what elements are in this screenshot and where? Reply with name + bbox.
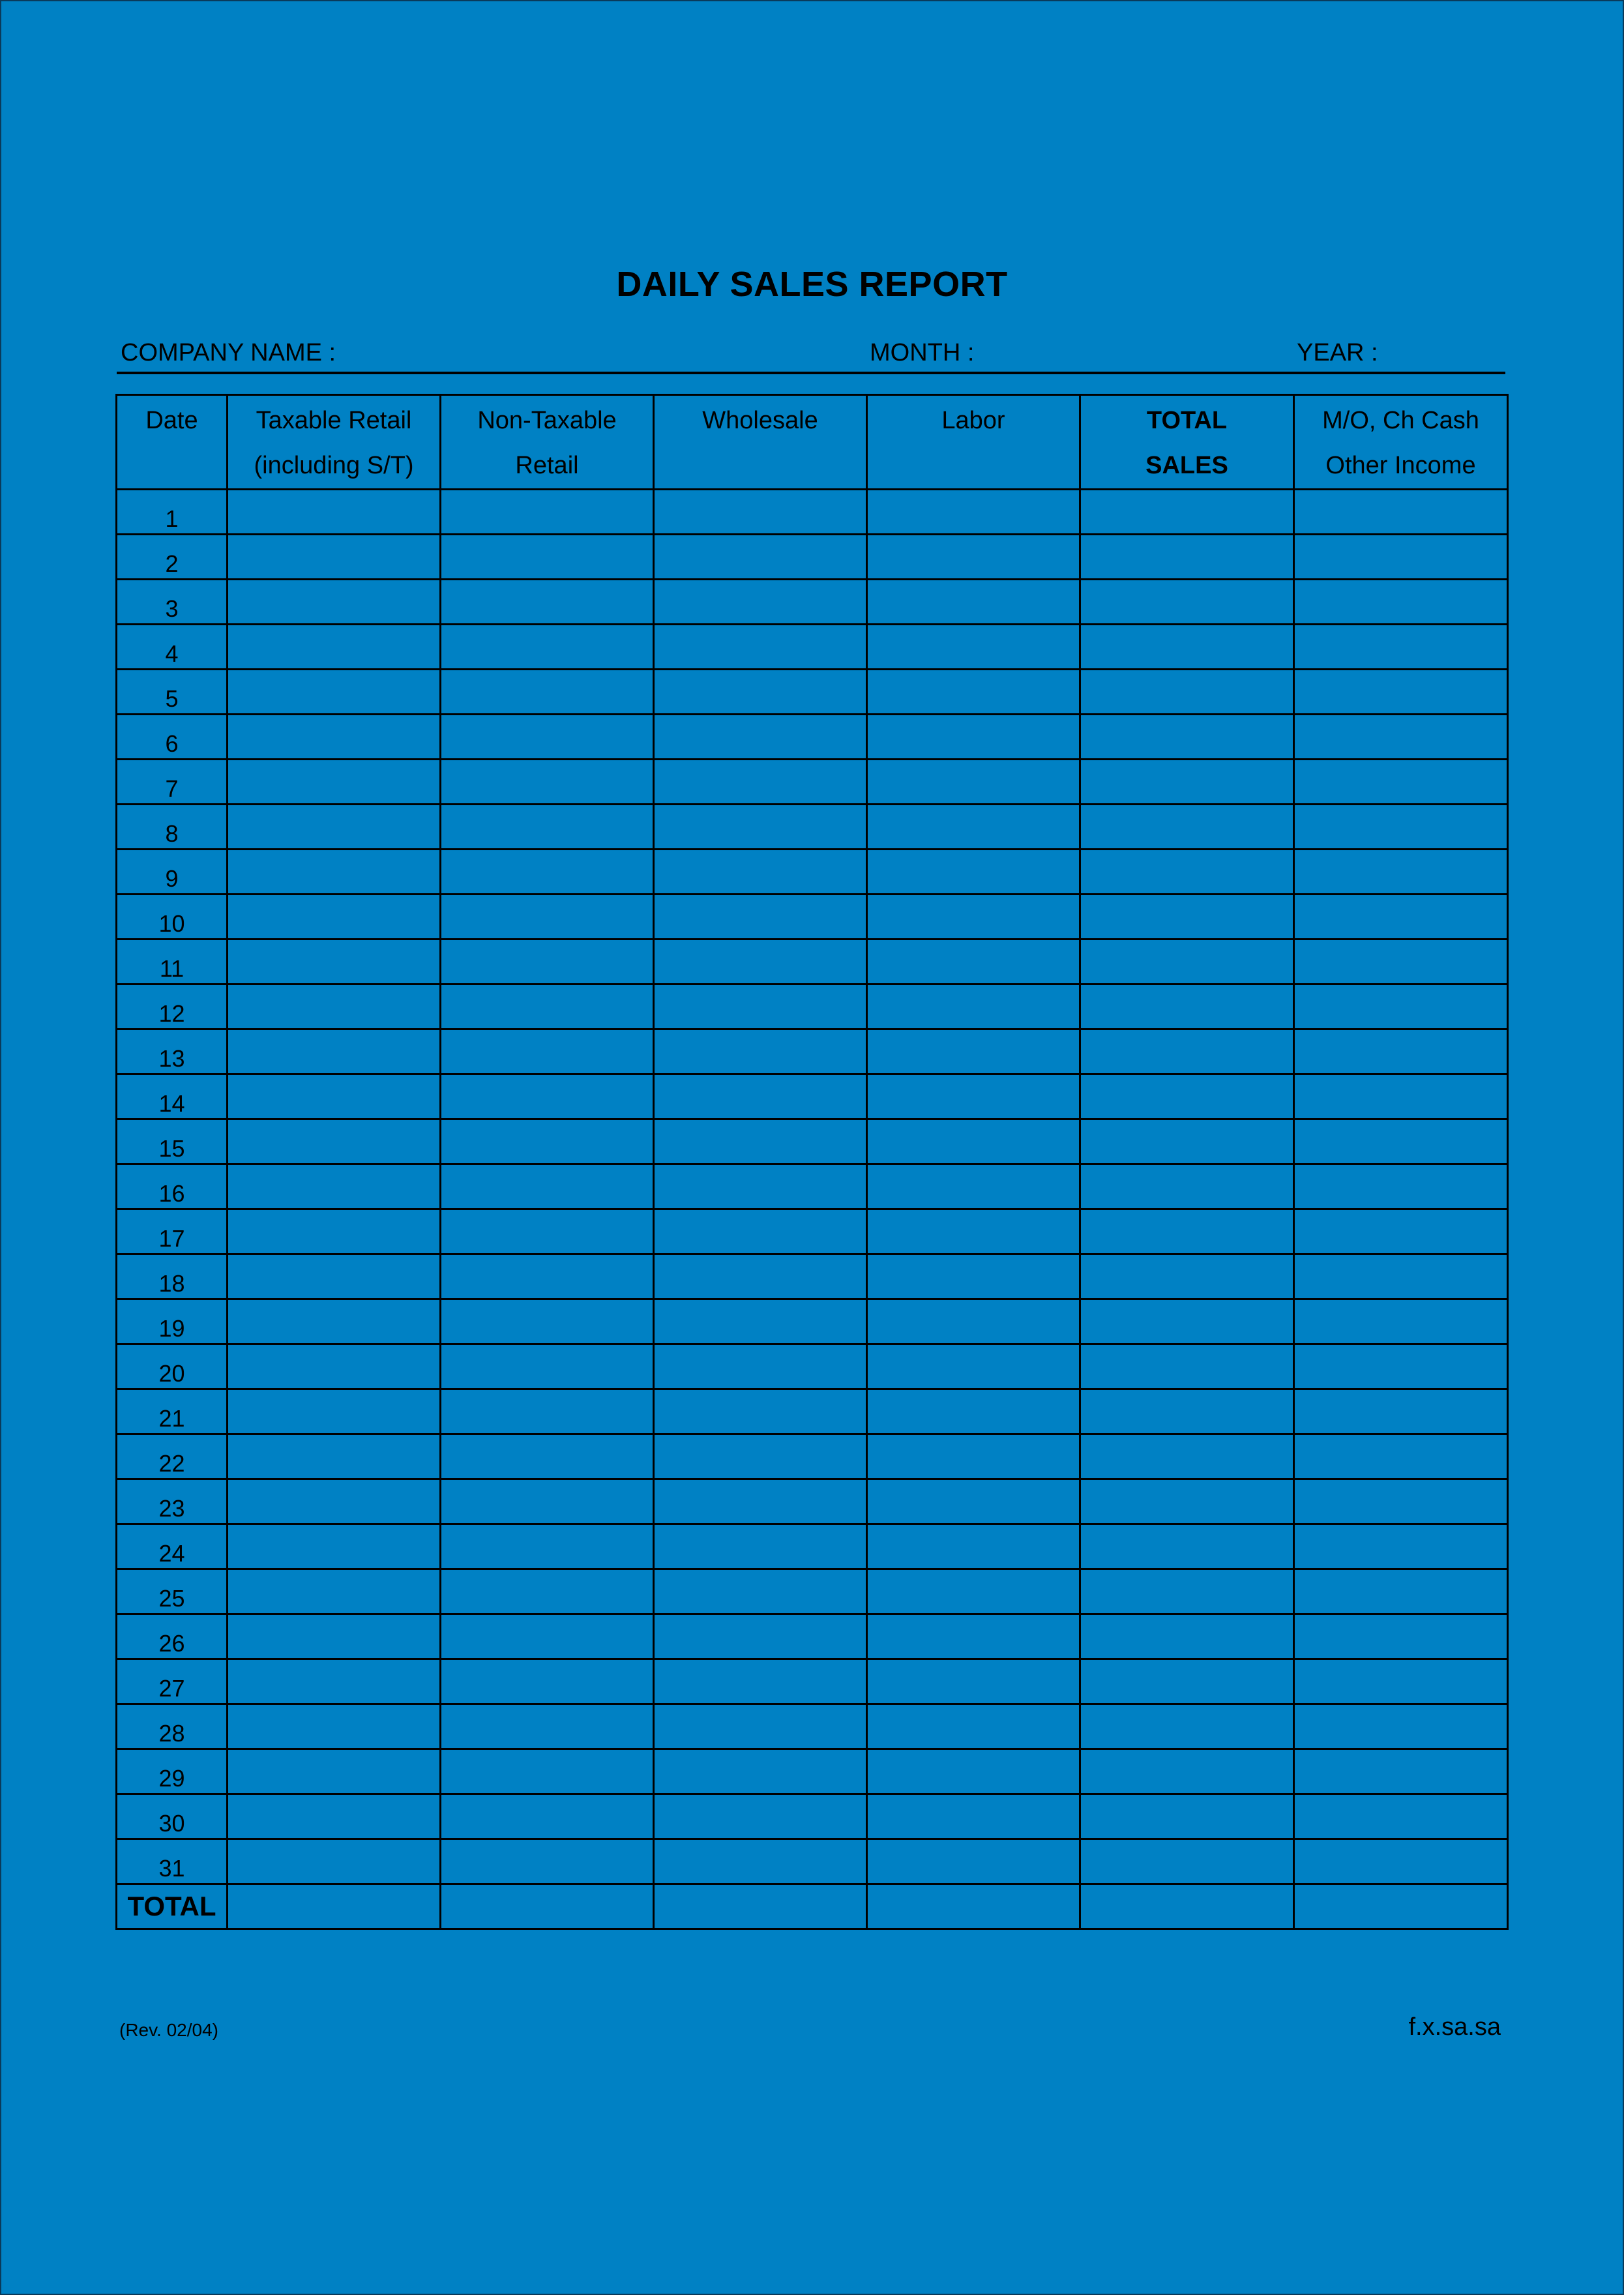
date-cell: 15	[117, 1119, 228, 1164]
wholesale-cell[interactable]	[654, 490, 867, 535]
total-total-sales-cell[interactable]	[1080, 1884, 1294, 1929]
total-sales-cell[interactable]	[1080, 1434, 1294, 1479]
wholesale-cell[interactable]	[654, 1749, 867, 1794]
table-row	[117, 1119, 1508, 1164]
table-row	[117, 1569, 1508, 1614]
labor-cell[interactable]	[867, 1119, 1080, 1164]
wholesale-cell[interactable]	[654, 1794, 867, 1839]
taxable-retail-cell[interactable]	[228, 535, 441, 580]
taxable-retail-cell[interactable]	[228, 1344, 441, 1389]
wholesale-cell[interactable]	[654, 940, 867, 985]
table-row	[117, 490, 1508, 535]
table-row	[117, 535, 1508, 580]
taxable-retail-cell[interactable]	[228, 1254, 441, 1299]
taxable-retail-cell[interactable]	[228, 670, 441, 715]
wholesale-cell[interactable]	[654, 1659, 867, 1704]
wholesale-cell[interactable]	[654, 1209, 867, 1254]
other-income-cell[interactable]	[1294, 1074, 1508, 1119]
non-taxable-retail-cell[interactable]	[441, 940, 654, 985]
date-cell: 13	[117, 1029, 228, 1074]
wholesale-cell[interactable]	[654, 1569, 867, 1614]
table-row	[117, 625, 1508, 670]
date-cell: 22	[117, 1434, 228, 1479]
labor-cell[interactable]	[867, 940, 1080, 985]
taxable-retail-cell[interactable]	[228, 1839, 441, 1884]
table-row	[117, 850, 1508, 895]
taxable-retail-cell[interactable]	[228, 850, 441, 895]
other-income-cell[interactable]	[1294, 580, 1508, 625]
company-name-label: COMPANY NAME :	[121, 339, 336, 366]
column-header-date: Date	[117, 395, 228, 490]
date-cell: 30	[117, 1794, 228, 1839]
date-cell: 14	[117, 1074, 228, 1119]
labor-cell[interactable]	[867, 1614, 1080, 1659]
non-taxable-retail-cell[interactable]	[441, 1434, 654, 1479]
non-taxable-retail-cell[interactable]	[441, 1029, 654, 1074]
total-other-income-cell[interactable]	[1294, 1884, 1508, 1929]
wholesale-cell[interactable]	[654, 1074, 867, 1119]
taxable-retail-cell[interactable]	[228, 1659, 441, 1704]
labor-cell[interactable]	[867, 1389, 1080, 1434]
wholesale-cell[interactable]	[654, 1299, 867, 1344]
other-income-cell[interactable]	[1294, 535, 1508, 580]
table-row	[117, 1389, 1508, 1434]
labor-cell[interactable]	[867, 1524, 1080, 1569]
total-sales-cell[interactable]	[1080, 1164, 1294, 1209]
wholesale-cell[interactable]	[654, 1119, 867, 1164]
date-cell: 7	[117, 760, 228, 805]
wholesale-cell[interactable]	[654, 1524, 867, 1569]
non-taxable-retail-cell[interactable]	[441, 715, 654, 760]
revision-note: (Rev. 02/04)	[119, 2020, 218, 2040]
table-body	[117, 490, 1508, 1929]
report-title: DAILY SALES REPORT	[616, 265, 1008, 304]
date-cell: 2	[117, 535, 228, 580]
table-row	[117, 1839, 1508, 1884]
taxable-retail-cell[interactable]	[228, 1074, 441, 1119]
wholesale-cell[interactable]	[654, 1479, 867, 1524]
wholesale-cell[interactable]	[654, 895, 867, 940]
taxable-retail-cell[interactable]	[228, 1299, 441, 1344]
total-row	[117, 1884, 1508, 1929]
total-sales-cell[interactable]	[1080, 715, 1294, 760]
taxable-retail-cell[interactable]	[228, 895, 441, 940]
table-row	[117, 1254, 1508, 1299]
total-sales-cell[interactable]	[1080, 580, 1294, 625]
month-label: MONTH :	[870, 339, 975, 366]
other-income-cell[interactable]	[1294, 850, 1508, 895]
table-row	[117, 1299, 1508, 1344]
taxable-retail-cell[interactable]	[228, 1749, 441, 1794]
total-sales-cell[interactable]	[1080, 1524, 1294, 1569]
taxable-retail-cell[interactable]	[228, 1794, 441, 1839]
labor-cell[interactable]	[867, 715, 1080, 760]
header-row	[117, 395, 1508, 490]
date-cell: 24	[117, 1524, 228, 1569]
total-sales-cell[interactable]	[1080, 1839, 1294, 1884]
taxable-retail-cell[interactable]	[228, 1119, 441, 1164]
taxable-retail-cell[interactable]	[228, 1524, 441, 1569]
other-income-cell[interactable]	[1294, 1164, 1508, 1209]
total-sales-cell[interactable]	[1080, 1344, 1294, 1389]
non-taxable-retail-cell[interactable]	[441, 625, 654, 670]
table-row	[117, 1749, 1508, 1794]
taxable-retail-cell[interactable]	[228, 1434, 441, 1479]
other-income-cell[interactable]	[1294, 490, 1508, 535]
labor-cell[interactable]	[867, 490, 1080, 535]
taxable-retail-cell[interactable]	[228, 1569, 441, 1614]
labor-cell[interactable]	[867, 1704, 1080, 1749]
other-income-cell[interactable]	[1294, 1209, 1508, 1254]
date-cell: 11	[117, 940, 228, 985]
other-income-cell[interactable]	[1294, 985, 1508, 1029]
header-fields	[117, 339, 1505, 374]
non-taxable-retail-cell[interactable]	[441, 850, 654, 895]
labor-cell[interactable]	[867, 1074, 1080, 1119]
date-cell: 1	[117, 490, 228, 535]
total-sales-cell[interactable]	[1080, 985, 1294, 1029]
date-cell: 29	[117, 1749, 228, 1794]
table-row	[117, 1209, 1508, 1254]
non-taxable-retail-cell[interactable]	[441, 1479, 654, 1524]
total-sales-cell[interactable]	[1080, 1299, 1294, 1344]
total-sales-cell[interactable]	[1080, 535, 1294, 580]
date-cell: 3	[117, 580, 228, 625]
wholesale-cell[interactable]	[654, 1614, 867, 1659]
total-sales-cell[interactable]	[1080, 1704, 1294, 1749]
total-sales-cell[interactable]	[1080, 490, 1294, 535]
date-cell: 31	[117, 1839, 228, 1884]
labor-cell[interactable]	[867, 1164, 1080, 1209]
other-income-cell[interactable]	[1294, 1299, 1508, 1344]
labor-cell[interactable]	[867, 1569, 1080, 1614]
non-taxable-retail-cell[interactable]	[441, 1704, 654, 1749]
wholesale-cell[interactable]	[654, 715, 867, 760]
total-labor-cell[interactable]	[867, 1884, 1080, 1929]
wholesale-cell[interactable]	[654, 1344, 867, 1389]
total-wholesale-cell[interactable]	[654, 1884, 867, 1929]
taxable-retail-cell[interactable]	[228, 985, 441, 1029]
total-sales-cell[interactable]	[1080, 1029, 1294, 1074]
total-sales-cell[interactable]	[1080, 1569, 1294, 1614]
other-income-cell[interactable]	[1294, 1749, 1508, 1794]
date-cell: 28	[117, 1704, 228, 1749]
non-taxable-retail-cell[interactable]	[441, 985, 654, 1029]
column-header-wholesale: Wholesale	[654, 395, 867, 490]
table-row	[117, 895, 1508, 940]
total-label: TOTAL	[117, 1884, 228, 1929]
column-header-non-taxable-retail: Non-Taxable Retail	[441, 395, 654, 490]
labor-cell[interactable]	[867, 670, 1080, 715]
non-taxable-retail-cell[interactable]	[441, 1299, 654, 1344]
non-taxable-retail-cell[interactable]	[441, 1074, 654, 1119]
taxable-retail-cell[interactable]	[228, 1029, 441, 1074]
date-cell: 18	[117, 1254, 228, 1299]
non-taxable-retail-cell[interactable]	[441, 1794, 654, 1839]
total-sales-cell[interactable]	[1080, 1614, 1294, 1659]
non-taxable-retail-cell[interactable]	[441, 670, 654, 715]
table-row	[117, 1794, 1508, 1839]
non-taxable-retail-cell[interactable]	[441, 805, 654, 850]
labor-cell[interactable]	[867, 1344, 1080, 1389]
non-taxable-retail-cell[interactable]	[441, 1254, 654, 1299]
labor-cell[interactable]	[867, 1209, 1080, 1254]
date-cell: 16	[117, 1164, 228, 1209]
taxable-retail-cell[interactable]	[228, 490, 441, 535]
labor-cell[interactable]	[867, 895, 1080, 940]
labor-cell[interactable]	[867, 1659, 1080, 1704]
taxable-retail-cell[interactable]	[228, 715, 441, 760]
non-taxable-retail-cell[interactable]	[441, 1524, 654, 1569]
non-taxable-retail-cell[interactable]	[441, 490, 654, 535]
non-taxable-retail-cell[interactable]	[441, 1209, 654, 1254]
non-taxable-retail-cell[interactable]	[441, 1389, 654, 1434]
taxable-retail-cell[interactable]	[228, 1614, 441, 1659]
taxable-retail-cell[interactable]	[228, 1164, 441, 1209]
date-cell: 17	[117, 1209, 228, 1254]
wholesale-cell[interactable]	[654, 670, 867, 715]
column-header-labor: Labor	[867, 395, 1080, 490]
other-income-cell[interactable]	[1294, 1479, 1508, 1524]
table-row	[117, 1659, 1508, 1704]
non-taxable-retail-cell[interactable]	[441, 1614, 654, 1659]
non-taxable-retail-cell[interactable]	[441, 760, 654, 805]
date-cell: 12	[117, 985, 228, 1029]
total-taxable-retail-cell[interactable]	[228, 1884, 441, 1929]
date-cell: 19	[117, 1299, 228, 1344]
column-header-taxable-retail: Taxable Retail (including S/T)	[228, 395, 441, 490]
wholesale-cell[interactable]	[654, 760, 867, 805]
labor-cell[interactable]	[867, 1254, 1080, 1299]
total-sales-cell[interactable]	[1080, 940, 1294, 985]
wholesale-cell[interactable]	[654, 1254, 867, 1299]
non-taxable-retail-cell[interactable]	[441, 1659, 654, 1704]
labor-cell[interactable]	[867, 580, 1080, 625]
date-cell: 9	[117, 850, 228, 895]
total-sales-cell[interactable]	[1080, 1479, 1294, 1524]
date-cell: 5	[117, 670, 228, 715]
date-cell: 10	[117, 895, 228, 940]
table-row	[117, 1344, 1508, 1389]
wholesale-cell[interactable]	[654, 535, 867, 580]
taxable-retail-cell[interactable]	[228, 760, 441, 805]
other-income-cell[interactable]	[1294, 1434, 1508, 1479]
other-income-cell[interactable]	[1294, 1839, 1508, 1884]
taxable-retail-cell[interactable]	[228, 940, 441, 985]
table-row	[117, 1524, 1508, 1569]
labor-cell[interactable]	[867, 1479, 1080, 1524]
date-cell: 27	[117, 1659, 228, 1704]
other-income-cell[interactable]	[1294, 1254, 1508, 1299]
wholesale-cell[interactable]	[654, 1839, 867, 1884]
non-taxable-retail-cell[interactable]	[441, 1749, 654, 1794]
taxable-retail-cell[interactable]	[228, 580, 441, 625]
non-taxable-retail-cell[interactable]	[441, 580, 654, 625]
other-income-cell[interactable]	[1294, 1569, 1508, 1614]
wholesale-cell[interactable]	[654, 1029, 867, 1074]
labor-cell[interactable]	[867, 805, 1080, 850]
labor-cell[interactable]	[867, 1839, 1080, 1884]
other-income-cell[interactable]	[1294, 670, 1508, 715]
other-income-cell[interactable]	[1294, 1794, 1508, 1839]
total-sales-cell[interactable]	[1080, 1119, 1294, 1164]
date-cell: 23	[117, 1479, 228, 1524]
other-income-cell[interactable]	[1294, 1614, 1508, 1659]
table-row	[117, 805, 1508, 850]
wholesale-cell[interactable]	[654, 805, 867, 850]
wholesale-cell[interactable]	[654, 985, 867, 1029]
labor-cell[interactable]	[867, 625, 1080, 670]
date-cell: 21	[117, 1389, 228, 1434]
other-income-cell[interactable]	[1294, 1524, 1508, 1569]
total-non-taxable-retail-cell[interactable]	[441, 1884, 654, 1929]
date-cell: 25	[117, 1569, 228, 1614]
total-sales-cell[interactable]	[1080, 805, 1294, 850]
table-row	[117, 715, 1508, 760]
other-income-cell[interactable]	[1294, 1389, 1508, 1434]
labor-cell[interactable]	[867, 985, 1080, 1029]
total-sales-cell[interactable]	[1080, 1794, 1294, 1839]
non-taxable-retail-cell[interactable]	[441, 1164, 654, 1209]
wholesale-cell[interactable]	[654, 625, 867, 670]
labor-cell[interactable]	[867, 1749, 1080, 1794]
other-income-cell[interactable]	[1294, 1029, 1508, 1074]
taxable-retail-cell[interactable]	[228, 1704, 441, 1749]
non-taxable-retail-cell[interactable]	[441, 535, 654, 580]
other-income-cell[interactable]	[1294, 1704, 1508, 1749]
taxable-retail-cell[interactable]	[228, 625, 441, 670]
date-cell: 20	[117, 1344, 228, 1389]
total-sales-cell[interactable]	[1080, 1749, 1294, 1794]
non-taxable-retail-cell[interactable]	[441, 1344, 654, 1389]
labor-cell[interactable]	[867, 1794, 1080, 1839]
other-income-cell[interactable]	[1294, 1659, 1508, 1704]
total-sales-cell[interactable]	[1080, 895, 1294, 940]
wholesale-cell[interactable]	[654, 1434, 867, 1479]
date-cell: 26	[117, 1614, 228, 1659]
taxable-retail-cell[interactable]	[228, 1209, 441, 1254]
labor-cell[interactable]	[867, 850, 1080, 895]
table-row	[117, 1164, 1508, 1209]
other-income-cell[interactable]	[1294, 760, 1508, 805]
table-row	[117, 940, 1508, 985]
other-income-cell[interactable]	[1294, 1119, 1508, 1164]
table-row	[117, 1029, 1508, 1074]
column-header-other-income: M/O, Ch Cash Other Income	[1294, 395, 1508, 490]
wholesale-cell[interactable]	[654, 1704, 867, 1749]
wholesale-cell[interactable]	[654, 850, 867, 895]
table-row	[117, 1614, 1508, 1659]
other-income-cell[interactable]	[1294, 895, 1508, 940]
wholesale-cell[interactable]	[654, 1389, 867, 1434]
total-sales-cell[interactable]	[1080, 760, 1294, 805]
labor-cell[interactable]	[867, 1299, 1080, 1344]
table-row	[117, 1704, 1508, 1749]
other-income-cell[interactable]	[1294, 625, 1508, 670]
table-row	[117, 985, 1508, 1029]
taxable-retail-cell[interactable]	[228, 1479, 441, 1524]
date-cell: 8	[117, 805, 228, 850]
wholesale-cell[interactable]	[654, 580, 867, 625]
total-sales-cell[interactable]	[1080, 625, 1294, 670]
labor-cell[interactable]	[867, 760, 1080, 805]
table-row	[117, 1479, 1508, 1524]
other-income-cell[interactable]	[1294, 805, 1508, 850]
total-sales-cell[interactable]	[1080, 1209, 1294, 1254]
total-sales-cell[interactable]	[1080, 1254, 1294, 1299]
credit-text: f.x.sa.sa	[1408, 2013, 1501, 2041]
table-row	[117, 1434, 1508, 1479]
non-taxable-retail-cell[interactable]	[441, 1119, 654, 1164]
non-taxable-retail-cell[interactable]	[441, 1839, 654, 1884]
total-sales-cell[interactable]	[1080, 670, 1294, 715]
wholesale-cell[interactable]	[654, 1164, 867, 1209]
taxable-retail-cell[interactable]	[228, 1389, 441, 1434]
table-row	[117, 1074, 1508, 1119]
labor-cell[interactable]	[867, 1434, 1080, 1479]
date-cell: 4	[117, 625, 228, 670]
table-row	[117, 580, 1508, 625]
taxable-retail-cell[interactable]	[228, 805, 441, 850]
sales-table	[115, 394, 1509, 1930]
other-income-cell[interactable]	[1294, 715, 1508, 760]
date-cell: 6	[117, 715, 228, 760]
other-income-cell[interactable]	[1294, 1344, 1508, 1389]
year-label: YEAR :	[1297, 339, 1378, 366]
labor-cell[interactable]	[867, 1029, 1080, 1074]
non-taxable-retail-cell[interactable]	[441, 895, 654, 940]
table-row	[117, 760, 1508, 805]
total-sales-cell[interactable]	[1080, 1074, 1294, 1119]
total-sales-cell[interactable]	[1080, 850, 1294, 895]
non-taxable-retail-cell[interactable]	[441, 1569, 654, 1614]
table-row	[117, 670, 1508, 715]
other-income-cell[interactable]	[1294, 940, 1508, 985]
total-sales-cell[interactable]	[1080, 1389, 1294, 1434]
labor-cell[interactable]	[867, 535, 1080, 580]
total-sales-cell[interactable]	[1080, 1659, 1294, 1704]
column-header-total-sales: TOTAL SALES	[1080, 395, 1294, 490]
